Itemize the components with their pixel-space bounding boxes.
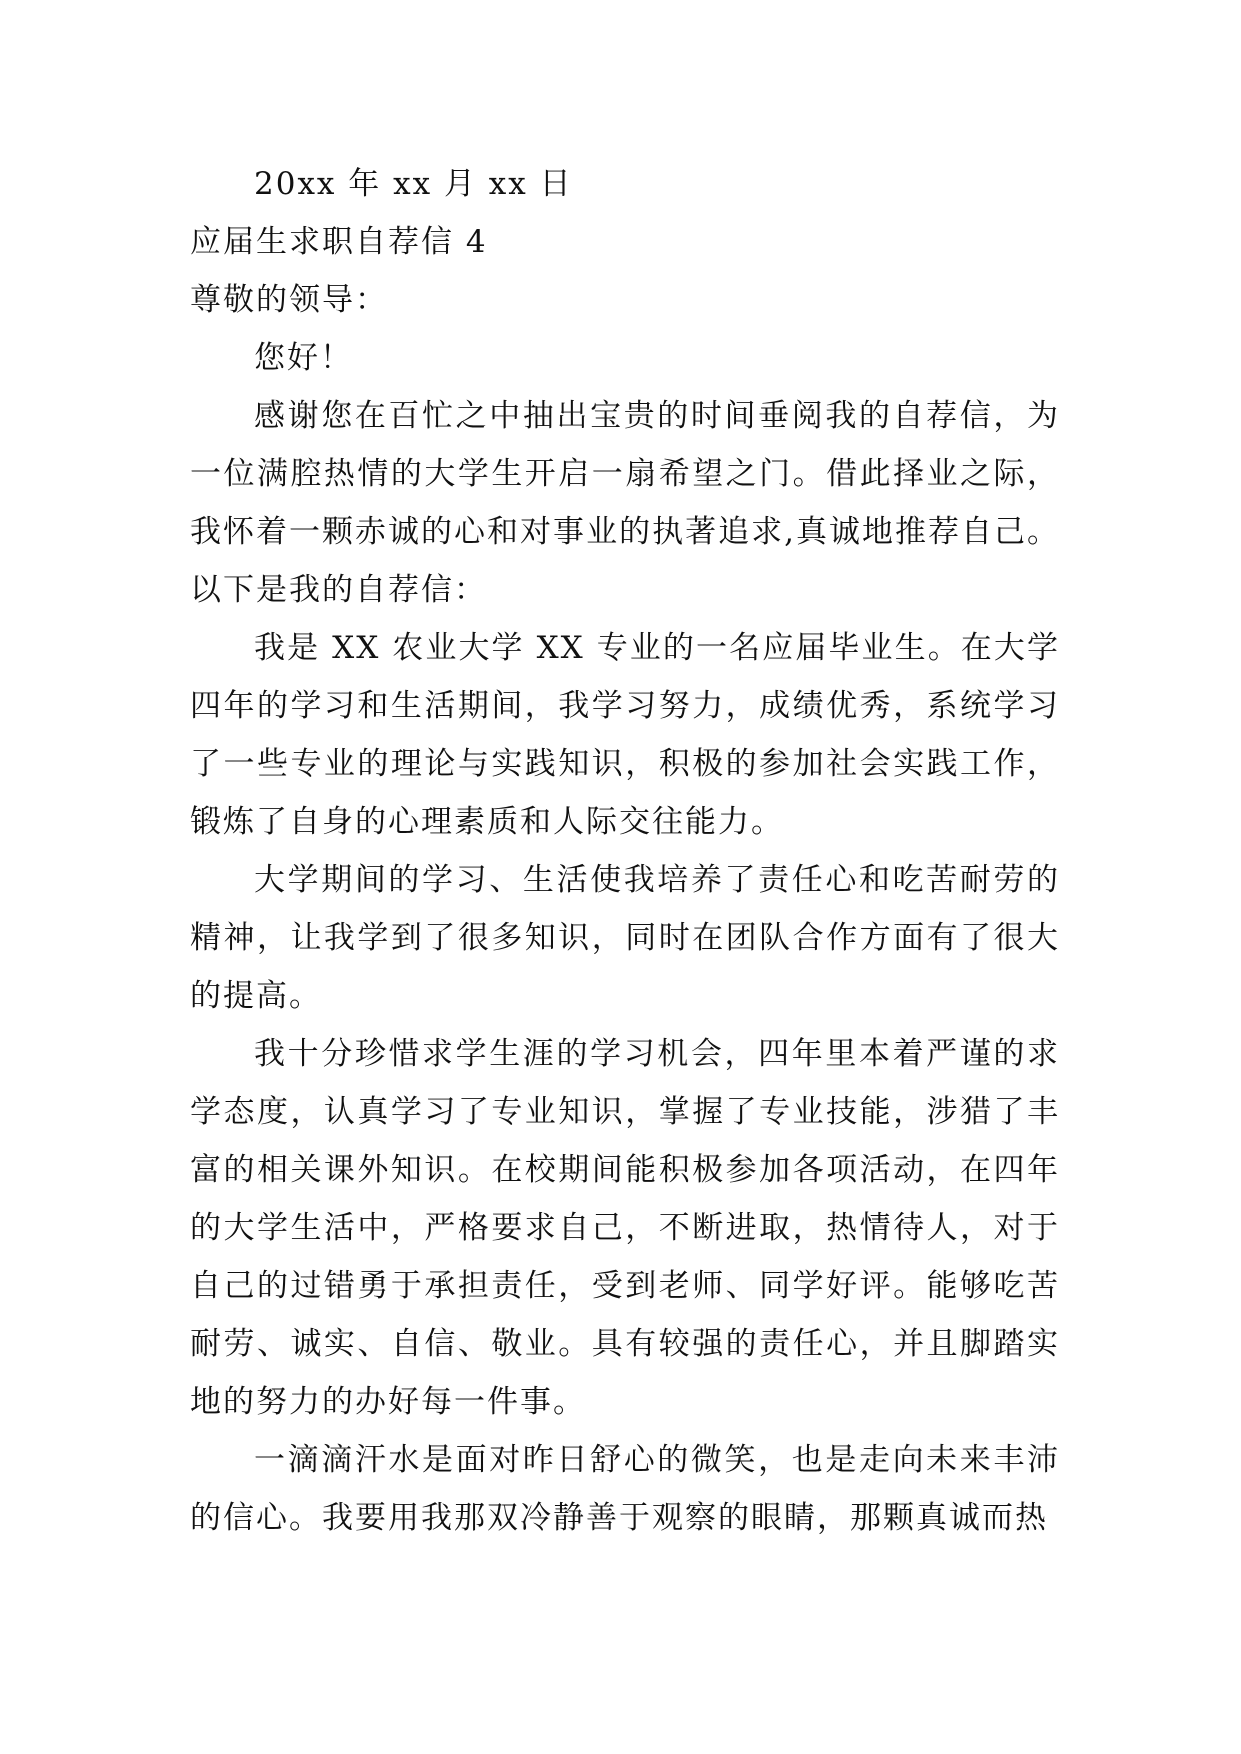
paragraph-future: 一滴滴汗水是面对昨日舒心的微笑，也是走向未来丰沛的信心。我要用我那双冷静善于观察的眼睛，那颗真诚而热 <box>190 1442 1060 1536</box>
greeting: 您好！ <box>254 340 353 376</box>
paragraph-thanks: 感谢您在百忙之中抽出宝贵的时间垂阅我的自荐信，为一位满腔热情的大学生开启一扇希望之门。借此择业之际，我怀着一颗赤诚的心和对事业的执著追求,真诚地推荐自己。以下是我的自荐信： <box>190 398 1060 608</box>
letter-body <box>190 155 1060 1547</box>
paragraph-introduction: 我是 XX 农业大学 XX 专业的一名应届毕业生。在大学四年的学习和生活期间，我学习努力，成绩优秀，系统学习了一些专业的理论与实践知识，积极的参加社会实践工作，锻炼了自身的心理素质和人际交往能力。 <box>190 630 1060 840</box>
paragraph-study-attitude: 我十分珍惜求学生涯的学习机会，四年里本着严谨的求学态度，认真学习了专业知识，掌握了专业技能，涉猎了丰富的相关课外知识。在校期间能积极参加各项活动，在四年的大学生活中，严格要求自己，不断进取，热情待人，对于自己的过错勇于承担责任，受到老师、同学好评。能够吃苦耐劳、诚实、自信、敬业。具有较强的责任心，并且脚踏实地的努力的办好每一件事。 <box>190 1036 1060 1420</box>
letter-title: 应届生求职自荐信 4 <box>190 224 488 260</box>
paragraph-university-life: 大学期间的学习、生活使我培养了责任心和吃苦耐劳的精神，让我学到了很多知识，同时在团队合作方面有了很大的提高。 <box>190 862 1060 1014</box>
salutation: 尊敬的领导： <box>190 282 388 318</box>
date-line: 20xx 年 xx 月 xx 日 <box>254 166 573 202</box>
